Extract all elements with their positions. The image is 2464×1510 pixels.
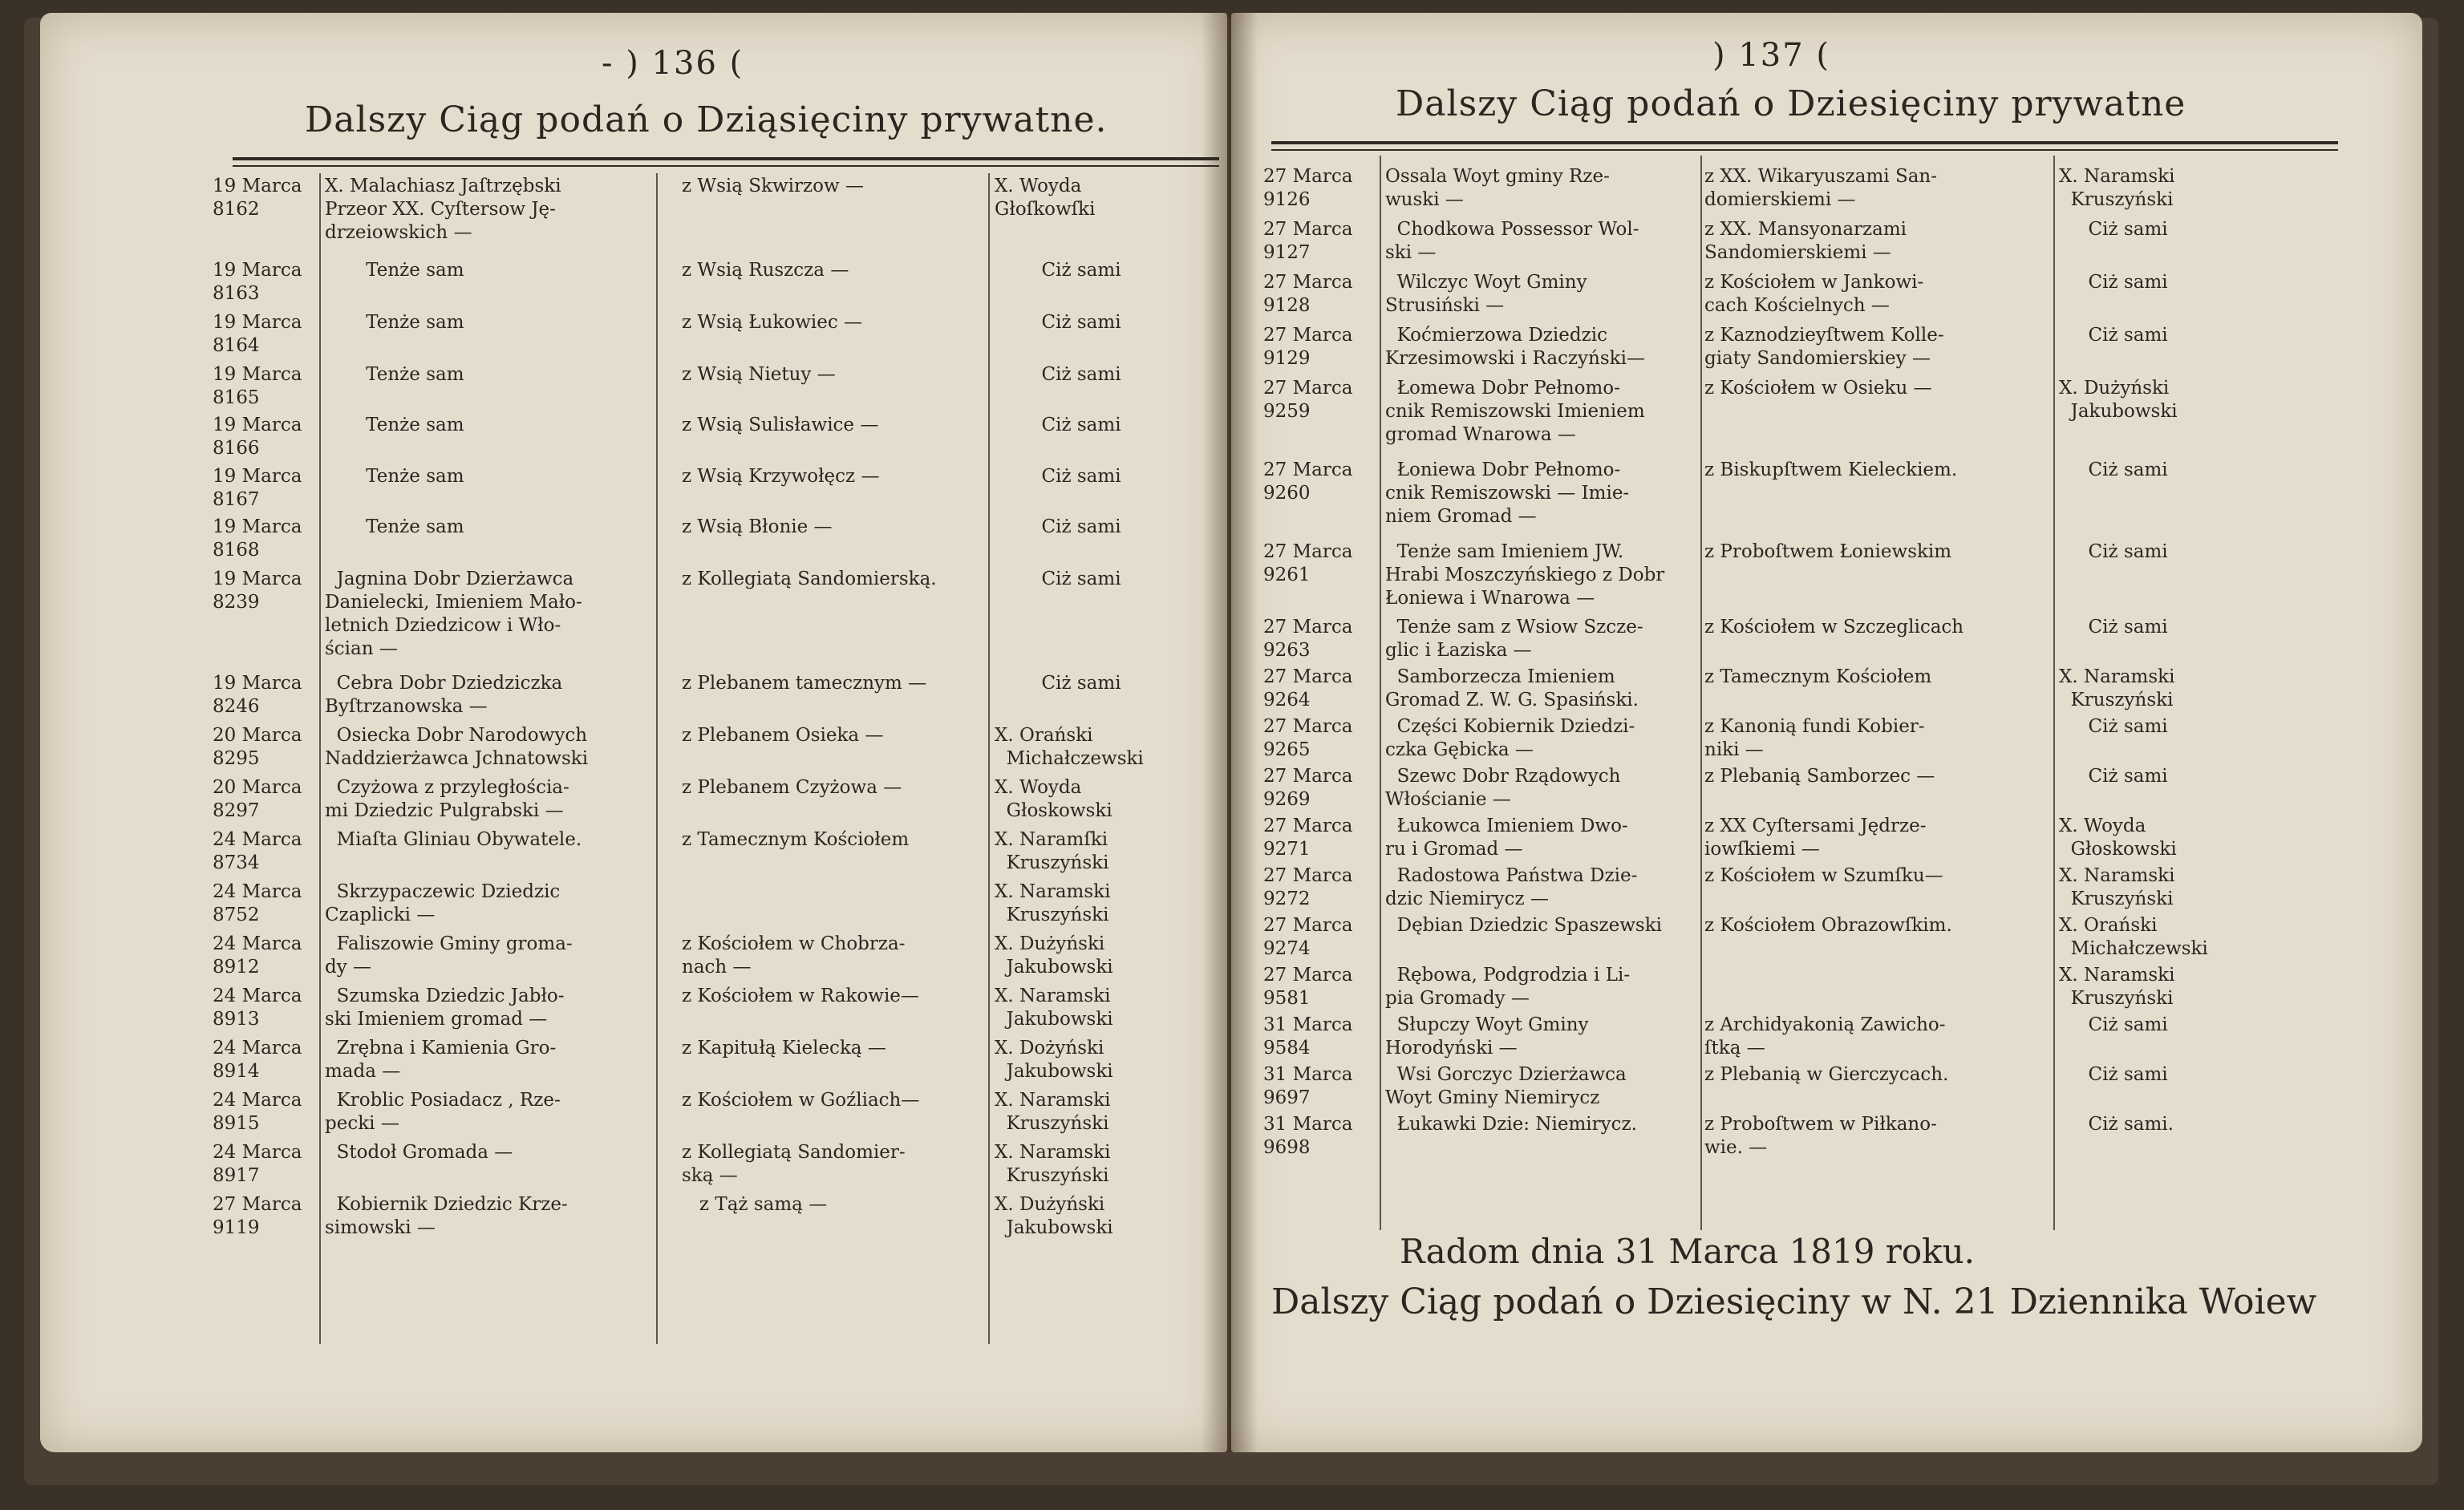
entry-date: 24 Marca 8752 [213, 881, 302, 925]
entry-party: Cebra Dobr Dziedziczka Byſtrzanowska — [325, 673, 563, 717]
entry-official: Ciż sami [2059, 219, 2168, 240]
entry-party: Tenże sam [325, 260, 464, 281]
entry-party: Tenże sam [325, 415, 464, 435]
entry-recipient: z Wsią Sulisławice — [682, 415, 879, 435]
entry-party: Osiecka Dobr Narodowych Naddzierżawca Jchnatowski [325, 725, 589, 769]
entry-recipient: z XX. Wikaryuszami San- domierskiemi — [1704, 166, 1938, 210]
entry-recipient: z Kollegiatą Sandomier- ską — [682, 1142, 906, 1186]
entry-party: Części Kobiernik Dziedzi- czka Gębicka — [1385, 716, 1635, 760]
entry-party: Tenże sam [325, 516, 464, 537]
entry-date: 27 Marca 9259 [1263, 378, 1353, 422]
entry-party: Jagnina Dobr Dzierżawca Danielecki, Imieniem Mało- letnich Dziedzicow i Wło- ścian — [325, 569, 582, 659]
entry-recipient: z Kaznodzieyſtwem Kolle- giaty Sandomierskiey — [1704, 325, 1944, 369]
entry-official: Ciż sami [995, 260, 1121, 281]
entry-official: X. Woyda Głoskowski [995, 777, 1112, 821]
entry-official: Ciż sami [2059, 766, 2168, 787]
entry-recipient: z Proboſtwem w Piłkano- wie. — [1704, 1114, 1937, 1158]
entry-official: X. Orański Michałczewski [2059, 915, 2208, 959]
entry-party: Kroblic Posiadacz , Rze- pecki — [325, 1090, 561, 1134]
entry-official: X. Naramski Kruszyński [2059, 166, 2175, 210]
entry-recipient: z Kościołem w Goźliach— [682, 1090, 920, 1111]
entry-party: Tenże sam Imieniem JW. Hrabi Moszczyńskiego z Dobr Łoniewa i Wnarowa — [1385, 541, 1665, 609]
entry-recipient: z Kościołem w Rakowie— [682, 986, 919, 1006]
entry-recipient: z Wsią Błonie — [682, 516, 833, 537]
entry-date: 19 Marca 8168 [213, 516, 302, 561]
entry-party: Łoniewa Dobr Pełnomo- cnik Remiszowski — Imie- niem Gromad — [1385, 459, 1630, 527]
entry-date: 27 Marca 9129 [1263, 325, 1353, 369]
entry-date: 20 Marca 8297 [213, 777, 302, 821]
entry-party: Dębian Dziedzic Spaszewski [1385, 915, 1663, 936]
entry-official: X. Naramski Kruszyński [2059, 965, 2175, 1009]
entry-recipient: z Proboſtwem Łoniewskim [1704, 541, 1952, 562]
entry-date: 19 Marca 8166 [213, 415, 302, 459]
entry-recipient: z Kapitułą Kielecką — [682, 1038, 886, 1059]
page-number: - ) 136 ( [602, 45, 744, 82]
entry-date: 31 Marca 9697 [1263, 1064, 1353, 1108]
entry-official: Ciż sami [995, 364, 1121, 385]
entry-official: X. Naramski Kruszyński [2059, 666, 2175, 710]
entry-date: 27 Marca 9119 [213, 1194, 302, 1238]
entry-official: Ciż sami [2059, 325, 2168, 346]
entry-party: Wsi Gorczyc Dzierżawca Woyt Gminy Niemirycz [1385, 1064, 1627, 1108]
entry-recipient: z Kościołem w Szczeglicach [1704, 617, 1964, 638]
entry-date: 27 Marca 9265 [1263, 716, 1353, 760]
entry-date: 24 Marca 8917 [213, 1142, 302, 1186]
entry-date: 19 Marca 8162 [213, 176, 302, 220]
entry-official: X. Naramski Jakubowski [995, 986, 1113, 1030]
entry-recipient: z Kościołem w Jankowi- cach Kościelnych — [1704, 272, 1924, 316]
entry-official: X. Naramski Kruszyński [995, 1090, 1111, 1134]
entry-party: Ossala Woyt gminy Rze- wuski — [1385, 166, 1610, 210]
entry-recipient: z Tąż samą — [682, 1194, 828, 1215]
entry-recipient: z Biskupſtwem Kieleckiem. [1704, 459, 1958, 480]
entry-party: Miaſta Gliniau Obywatele. [325, 829, 582, 850]
entry-recipient: z Wsią Nietuy — [682, 364, 836, 385]
entry-official: Ciż sami [995, 466, 1121, 487]
entry-official: X. Woyda Głoſkowſki [995, 176, 1096, 220]
entry-party: Radostowa Państwa Dzie- dzic Niemirycz — [1385, 865, 1638, 909]
entry-recipient: z Plebanią w Gierczycach. [1704, 1064, 1949, 1085]
entry-party: X. Malachiasz Jaſtrzębski Przeor XX. Cyſtersow Ję- drzeiowskich — [325, 176, 561, 243]
entry-date: 24 Marca 8734 [213, 829, 302, 873]
entry-party: Wilczyc Woyt Gminy Strusiński — [1385, 272, 1587, 316]
entry-party: Łukowca Imieniem Dwo- ru i Gromad — [1385, 816, 1628, 860]
entry-official: Ciż sami [2059, 1064, 2168, 1085]
entry-recipient: z Wsią Krzywołęcz — [682, 466, 880, 487]
entry-recipient: z Kościołem w Szumſku— [1704, 865, 1943, 886]
entry-recipient: z Plebanem Osieka — [682, 725, 884, 746]
entry-official: Ciż sami [995, 516, 1121, 537]
entry-official: Ciż sami [995, 673, 1121, 694]
entry-date: 31 Marca 9584 [1263, 1014, 1353, 1059]
entry-party: Łukawki Dzie: Niemirycz. [1385, 1114, 1637, 1135]
entry-recipient: z Wsią Ruszcza — [682, 260, 849, 281]
entry-party: Zrębna i Kamienia Gro- mada — [325, 1038, 557, 1082]
heading-rule [233, 157, 1219, 160]
entry-official: Ciż sami [2059, 459, 2168, 480]
entry-recipient: z Plebanem tamecznym — [682, 673, 927, 694]
entry-date: 27 Marca 9127 [1263, 219, 1353, 263]
entry-recipient: z Archidyakonią Zawicho- ſtką — [1704, 1014, 1946, 1059]
entry-date: 27 Marca 9271 [1263, 816, 1353, 860]
entry-date: 24 Marca 8913 [213, 986, 302, 1030]
entry-recipient: z Kościołem w Chobrza- nach — [682, 933, 906, 978]
entry-official: Ciż sami [995, 415, 1121, 435]
page-number: ) 137 ( [1712, 37, 1830, 74]
entry-party: Szewc Dobr Rządowych Włościanie — [1385, 766, 1621, 810]
entry-date: 27 Marca 9126 [1263, 166, 1353, 210]
entry-recipient: z Plebanem Czyżowa — [682, 777, 902, 798]
entry-party: Skrzypaczewic Dziedzic Czaplicki — [325, 881, 561, 925]
entry-date: 27 Marca 9261 [1263, 541, 1353, 585]
entry-official: X. Dużyński Jakubowski [995, 933, 1113, 978]
entry-official: X. Naramski Kruszyński [2059, 865, 2175, 909]
entry-official: Ciż sami [995, 312, 1121, 333]
entry-date: 27 Marca 9274 [1263, 915, 1353, 959]
footer-date: Radom dnia 31 Marca 1819 roku. [1400, 1232, 1976, 1271]
entry-party: Łomewa Dobr Pełnomo- cnik Remiszowski Imieniem gromad Wnarowa — [1385, 378, 1645, 445]
page-heading: Dalszy Ciąg podań o Dziąsięciny prywatne. [305, 99, 1108, 140]
book-gutter [1202, 13, 1258, 1452]
entry-date: 20 Marca 8295 [213, 725, 302, 769]
entry-official: X. Dużyński Jakubowski [995, 1194, 1113, 1238]
entry-date: 24 Marca 8912 [213, 933, 302, 978]
entry-date: 27 Marca 9272 [1263, 865, 1353, 909]
entry-party: Stodoł Gromada — [325, 1142, 513, 1163]
entry-recipient: z Tamecznym Kościołem [682, 829, 910, 850]
entry-official: Ciż sami [2059, 1014, 2168, 1035]
entry-official: X. Naramſki Kruszyński [995, 829, 1109, 873]
entry-date: 27 Marca 9263 [1263, 617, 1353, 661]
entry-official: Ciż sami [2059, 716, 2168, 737]
entry-date: 24 Marca 8914 [213, 1038, 302, 1082]
entry-date: 27 Marca 9581 [1263, 965, 1353, 1009]
entry-recipient: z Kollegiatą Sandomierską. [682, 569, 937, 589]
footer-note: Dalszy Ciąg podań o Dziesięciny w N. 21 Dziennika Woiew [1271, 1281, 2317, 1322]
entry-official: Ciż sami [995, 569, 1121, 589]
entry-official: X. Orański Michałczewski [995, 725, 1144, 769]
entry-recipient: z XX. Mansyonarzami Sandomierskiemi — [1704, 219, 1907, 263]
entry-official: X. Dużyński Jakubowski [2059, 378, 2178, 422]
entry-party: Rębowa, Podgrodzia i Li- pia Gromady — [1385, 965, 1631, 1009]
entry-party: Faliszowie Gminy groma- dy — [325, 933, 573, 978]
entry-official: Ciż sami [2059, 272, 2168, 293]
entry-official: X. Naramski Kruszyński [995, 1142, 1111, 1186]
entry-party: Słupczy Woyt Gminy Horodyński — [1385, 1014, 1589, 1059]
entry-official: Ciż sami [2059, 541, 2168, 562]
entry-date: 24 Marca 8915 [213, 1090, 302, 1134]
entry-party: Koćmierzowa Dziedzic Krzesimowski i Raczyński— [1385, 325, 1645, 369]
entry-recipient: z XX Cyſtersami Jędrze- iowſkiemi — [1704, 816, 1927, 860]
entry-date: 31 Marca 9698 [1263, 1114, 1353, 1158]
entry-party: Tenże sam [325, 312, 464, 333]
entry-date: 27 Marca 9269 [1263, 766, 1353, 810]
entry-official: X. Dożyński Jakubowski [995, 1038, 1113, 1082]
entry-party: Samborzecza Imieniem Gromad Z. W. G. Spasiński. [1385, 666, 1639, 710]
entry-party: Kobiernik Dziedzic Krze- simowski — [325, 1194, 568, 1238]
entry-party: Chodkowa Possessor Wol- ski — [1385, 219, 1639, 263]
entry-date: 19 Marca 8164 [213, 312, 302, 356]
entry-recipient: z Kanonią fundi Kobier- niki — [1704, 716, 1925, 760]
entry-party: Tenże sam [325, 466, 464, 487]
entry-official: X. Woyda Głoskowski [2059, 816, 2177, 860]
right-page [1231, 13, 2422, 1452]
entry-recipient: z Tamecznym Kościołem [1704, 666, 1932, 687]
left-page [40, 13, 1227, 1452]
entry-recipient: z Kościołem Obrazowſkim. [1704, 915, 1952, 936]
entry-recipient: z Wsią Łukowiec — [682, 312, 863, 333]
entry-recipient: z Kościołem w Osieku — [1704, 378, 1932, 399]
entry-date: 19 Marca 8246 [213, 673, 302, 717]
entry-date: 19 Marca 8239 [213, 569, 302, 613]
entry-party: Tenże sam [325, 364, 464, 385]
entry-date: 27 Marca 9128 [1263, 272, 1353, 316]
entry-date: 19 Marca 8165 [213, 364, 302, 408]
entry-date: 27 Marca 9264 [1263, 666, 1353, 710]
entry-official: Ciż sami. [2059, 1114, 2174, 1135]
entry-party: Tenże sam z Wsiow Szcze- glic i Łaziska — [1385, 617, 1643, 661]
entry-recipient: z Wsią Skwirzow — [682, 176, 864, 196]
page-heading: Dalszy Ciąg podań o Dziesięciny prywatne [1396, 83, 2186, 124]
entry-date: 27 Marca 9260 [1263, 459, 1353, 504]
entry-recipient: z Plebanią Samborzec — [1704, 766, 1935, 787]
entry-party: Szumska Dziedzic Jabło- ski Imieniem gromad — [325, 986, 565, 1030]
entry-official: Ciż sami [2059, 617, 2168, 638]
entry-party: Czyżowa z przyległościa- mi Dziedzic Pulgrabski — [325, 777, 569, 821]
entry-official: X. Naramski Kruszyński [995, 881, 1111, 925]
heading-rule [1271, 141, 2338, 144]
entry-date: 19 Marca 8167 [213, 466, 302, 510]
entry-date: 19 Marca 8163 [213, 260, 302, 304]
